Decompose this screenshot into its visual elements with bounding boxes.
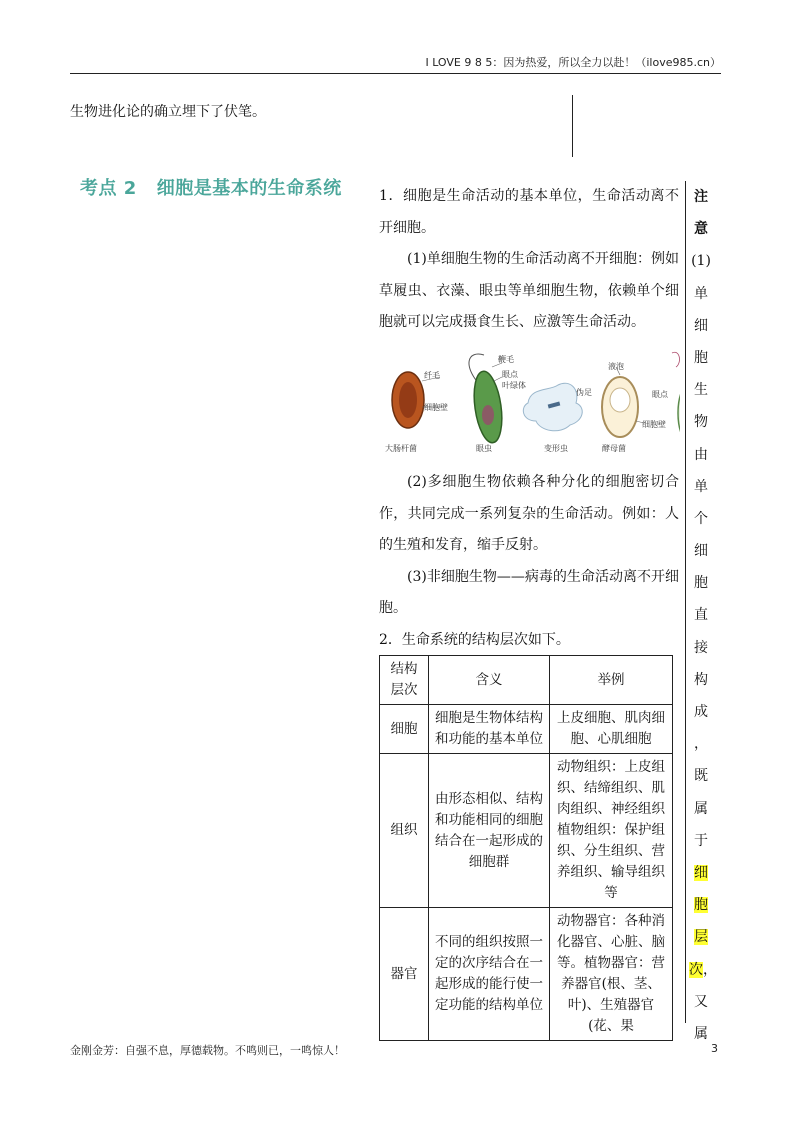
label-yeast: 酵母菌 xyxy=(602,444,626,453)
side-note-char: 细 xyxy=(694,317,708,334)
label-cell-wall-1: 细胞壁 xyxy=(424,403,448,412)
table-header-meaning: 含义 xyxy=(429,656,550,705)
label-cell-wall-2: 细胞壁 xyxy=(642,420,666,429)
label-vacuole: 液泡 xyxy=(608,362,624,371)
side-note-char: 直 xyxy=(694,607,708,624)
main-text-lower xyxy=(379,467,679,656)
table-header-example: 举例 xyxy=(550,656,673,705)
side-note-title-2: 意 xyxy=(694,221,708,238)
side-note-title-1: 注 xyxy=(694,189,708,205)
side-note-char: 细 xyxy=(694,864,708,881)
side-note-char: 胞 xyxy=(694,897,708,914)
label-eyespot-2: 眼点 xyxy=(652,390,668,399)
label-pseudopod: 伪足 xyxy=(576,388,592,397)
label-cilia: 纤毛 xyxy=(424,371,440,380)
label-flagellum: 鞭毛 xyxy=(498,355,514,364)
side-note-char: 生 xyxy=(694,382,708,399)
table-row xyxy=(380,908,673,1041)
side-note-char: 个 xyxy=(694,510,708,527)
side-note-char: 胞 xyxy=(694,575,708,592)
side-note-char: 层 xyxy=(694,929,708,946)
side-note-char: 既 xyxy=(694,768,708,785)
main-text xyxy=(379,181,679,339)
table-header-level: 结构层次 xyxy=(380,656,429,705)
page-number: 3 xyxy=(711,1042,718,1055)
side-note-char: 接 xyxy=(694,639,708,656)
side-note-char: 胞 xyxy=(694,349,708,366)
lead-text: 生物进化论的确立埋下了伏笔。 xyxy=(70,104,266,120)
section-title-text: 细胞是基本的生命系统 xyxy=(156,178,342,199)
table-cell-example: 上皮细胞、肌肉细胞、心肌细胞 xyxy=(550,705,673,754)
section-title xyxy=(80,174,342,200)
side-note-char: 属 xyxy=(694,1025,708,1042)
table-cell-level: 器官 xyxy=(380,908,429,1041)
side-note-char: 又 xyxy=(694,993,708,1010)
label-ecoli: 大肠杆菌 xyxy=(385,444,417,453)
divider-sidenote xyxy=(685,181,686,1023)
side-note xyxy=(689,181,717,1050)
side-note-char: (1) xyxy=(691,253,711,270)
side-note-char: 于 xyxy=(694,832,708,849)
table-cell-example: 动物组织：上皮组织、结缔组织、肌肉组织、神经组织植物组织：保护组织、分生组织、营养组织、输导组织等 xyxy=(550,754,673,908)
header-rule xyxy=(70,73,721,74)
table-cell-level: 细胞 xyxy=(380,705,429,754)
side-note-char: 构 xyxy=(694,671,708,688)
table-cell-meaning: 不同的组织按照一定的次序结合在一起形成的能行使一定功能的结构单位 xyxy=(429,908,550,1041)
divider-top xyxy=(572,95,573,157)
structure-levels-table xyxy=(379,655,673,1041)
side-note-char: 属 xyxy=(694,800,708,817)
paragraph-5: 2．生命系统的结构层次如下。 xyxy=(379,631,570,648)
label-eyespot-1: 眼点 xyxy=(502,370,518,379)
paragraph-4: (3)非细胞生物——病毒的生命活动离不开细胞。 xyxy=(379,568,679,616)
single-cell-organisms-figure xyxy=(380,345,680,463)
side-note-char: 单 xyxy=(694,478,708,495)
footer-motto: 金刚金芳：自强不息，厚德载物。不鸣则已，一鸣惊人！ xyxy=(70,1044,345,1057)
side-note-char: 物 xyxy=(694,414,708,431)
side-note-char: 成 xyxy=(694,704,708,720)
table-row xyxy=(380,754,673,908)
label-euglena: 眼虫 xyxy=(476,444,492,453)
side-note-char: 细 xyxy=(694,543,708,560)
paragraph-1: 1．细胞是生命活动的基本单位，生命活动离不开细胞。 xyxy=(379,188,679,236)
side-note-char: ， xyxy=(694,736,708,753)
side-note-text xyxy=(689,245,717,1050)
section-number: 考点 2 xyxy=(80,178,137,199)
table-cell-meaning: 细胞是生物体结构和功能的基本单位 xyxy=(429,705,550,754)
side-note-char: 单 xyxy=(694,285,708,302)
label-amoeba: 变形虫 xyxy=(544,444,568,453)
table-row xyxy=(380,705,673,754)
side-note-char: 由 xyxy=(694,446,708,463)
table-cell-level: 组织 xyxy=(380,754,429,908)
paragraph-2: (1)单细胞生物的生命活动离不开细胞：例如草履虫、衣藻、眼虫等单细胞生物，依赖单个细胞就可以完成摄食生长、应激等生命活动。 xyxy=(379,251,679,330)
table-cell-meaning: 由形态相似、结构和功能相同的细胞结合在一起形成的细胞群 xyxy=(429,754,550,908)
paragraph-3: (2)多细胞生物依赖各种分化的细胞密切合作，共同完成一系列复杂的生命活动。例如：人的生殖和发育，缩手反射。 xyxy=(379,474,679,553)
page-header-text: I LOVE 9 8 5：因为热爱，所以全力以赴！（ilove985.cn） xyxy=(425,56,721,69)
side-note-char: 次， xyxy=(689,961,717,978)
label-chloroplast: 叶绿体 xyxy=(502,381,526,390)
table-cell-example: 动物器官：各种消化器官、心脏、脑等。植物器官：营养器官(根、茎、叶)、生殖器官(花、果 xyxy=(550,908,673,1041)
